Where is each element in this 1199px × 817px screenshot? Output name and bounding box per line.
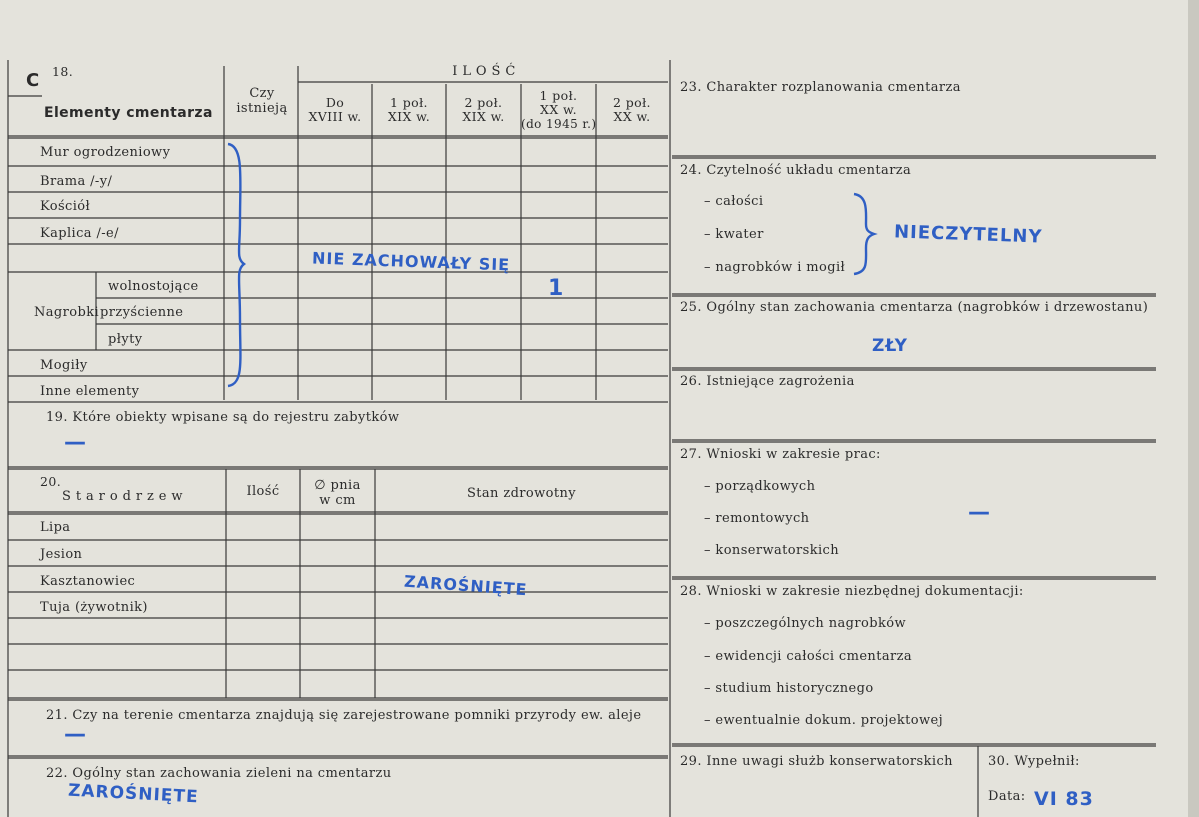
section-28-item-2: – ewidencji całości cmentarza: [704, 649, 912, 664]
row-plyty: płyty: [108, 332, 143, 347]
col-2-xx-2: XX w.: [613, 109, 651, 124]
tree-jesion: Jesion: [40, 547, 83, 562]
section-20-number: 20.: [40, 474, 62, 489]
exists-header-line2: istnieją: [236, 101, 288, 116]
row-przyscienne: przyścienne: [100, 305, 184, 320]
section-28-label: 28. Wnioski w zakresie niezbędnej dokumentacji:: [680, 584, 1024, 599]
section-26-label: 26. Istniejące zagrożenia: [680, 374, 855, 389]
section-18-title: Elementy cmentarza: [44, 105, 213, 121]
tree-tuja: Tuja (żywotnik): [40, 600, 148, 615]
section-24-answer: NIECZYTELNY: [893, 221, 1043, 248]
col-do-xviii-1: Do: [325, 95, 345, 110]
section-24-item-1: – całości: [704, 194, 764, 209]
section-29-label: 29. Inne uwagi służb konserwatorskich: [680, 754, 953, 769]
col-1-xx-2: XX w.: [540, 102, 577, 117]
tree-lipa: Lipa: [40, 520, 71, 535]
row-kaplica: Kaplica /-e/: [40, 226, 119, 241]
section-21-label: 21. Czy na terenie cmentarza znajdują się zarejestrowane pomniki przyrody ew. aleje: [46, 708, 642, 723]
section-22-label: 22. Ogólny stan zachowania zieleni na cmentarzu: [46, 766, 392, 781]
handwritten-brace-right: [850, 190, 884, 276]
section-25-answer: ZŁY: [872, 336, 908, 356]
exists-header-line1: Czy: [249, 86, 275, 101]
row-kosciol: Kościół: [40, 199, 91, 214]
handwritten-brace-left: [224, 140, 264, 390]
section-24-item-2: – kwater: [704, 227, 764, 242]
row-mogily: Mogiły: [40, 358, 88, 373]
section-19-label: 19. Które obiekty wpisane są do rejestru zabytków: [46, 410, 400, 425]
section-28-item-4: – ewentualnie dokum. projektowej: [704, 713, 944, 728]
section-22-answer: ZAROŚNIĘTE: [67, 780, 200, 808]
handwritten-count: 1: [548, 276, 565, 301]
section-25-label: 25. Ogólny stan zachowania cmentarza (nagrobków i drzewostanu): [680, 300, 1149, 315]
row-mur: Mur ogrodzeniowy: [40, 145, 171, 160]
section-27-label: 27. Wnioski w zakresie prac:: [680, 447, 881, 462]
section-30-date-value: VI 83: [1034, 788, 1094, 810]
ilosc-header: I L O Ś Ć: [452, 64, 516, 79]
section-30-date-label: Data:: [988, 789, 1026, 804]
col-2-xx-1: 2 poł.: [613, 95, 651, 110]
section-30-label: 30. Wypełnił:: [988, 754, 1080, 769]
col-tree-pnia-2: w cm: [319, 493, 356, 508]
col-tree-ilosc: Ilość: [246, 484, 280, 499]
col-tree-pnia-1: ∅ pnia: [314, 478, 361, 493]
section-27-item-2: – remontowych: [704, 511, 810, 526]
col-tree-stan: Stan zdrowotny: [466, 486, 577, 501]
section-27-item-3: – konserwatorskich: [704, 543, 839, 558]
col-1-xix-2: XIX w.: [387, 109, 431, 124]
card-edge: [1188, 0, 1199, 817]
section-27-item-1: – porządkowych: [704, 479, 816, 494]
row-brama: Brama /-y/: [40, 174, 113, 189]
section-28-item-1: – poszczególnych nagrobków: [704, 616, 906, 631]
section-27-answer: —: [968, 500, 991, 525]
section-28-item-3: – studium historycznego: [704, 681, 874, 696]
col-1-xix-1: 1 poł.: [390, 95, 428, 110]
section-23-label: 23. Charakter rozplanowania cmentarza: [680, 80, 961, 95]
section-20-title: S t a r o d r z e w: [62, 489, 183, 504]
col-do-xviii-2: XVIII w.: [308, 109, 362, 124]
section-19-answer: —: [64, 430, 87, 455]
handwritten-not-preserved: NIE ZACHOWAŁY SIĘ: [311, 248, 511, 275]
col-2-xix-2: XIX w.: [462, 109, 505, 124]
section-24-item-3: – nagrobków i mogił: [704, 260, 846, 275]
handwritten-tree-condition: ZAROŚNIĘTE: [403, 571, 529, 600]
row-wolnostojace: wolnostojące: [108, 279, 199, 294]
section-21-answer: —: [64, 722, 87, 747]
section-24-label: 24. Czytelność układu cmentarza: [680, 163, 912, 178]
row-nagrobki: Nagrobki: [34, 305, 100, 320]
col-1-xx-3: (do 1945 r.): [521, 117, 597, 131]
section-letter: C: [26, 70, 40, 91]
col-1-xx-1: 1 poł.: [539, 88, 578, 103]
section-18-number: 18.: [52, 64, 74, 79]
row-inne: Inne elementy: [40, 384, 140, 399]
tree-kasztanowiec: Kasztanowiec: [40, 574, 136, 589]
col-2-xix-1: 2 poł.: [464, 95, 503, 110]
